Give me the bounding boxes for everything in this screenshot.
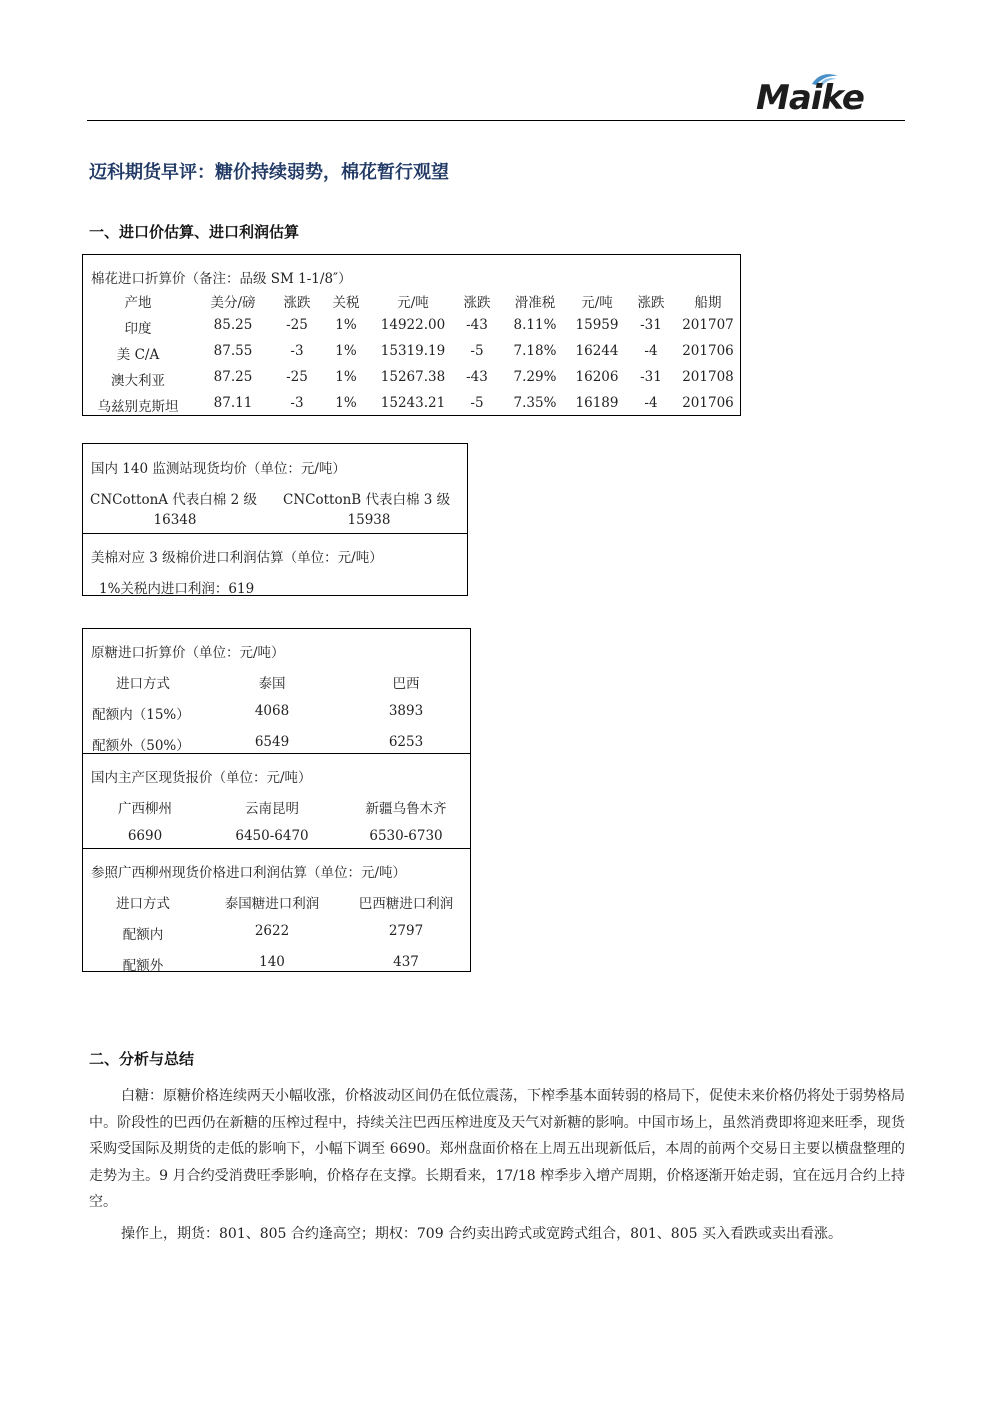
cotton-row-cell: 1%: [335, 369, 357, 385]
cotton-header-cell: 美分/磅: [210, 295, 256, 311]
cotton-row-cell: 15267.38: [380, 369, 446, 385]
sugar-spot-value-cell: 6690: [127, 828, 163, 844]
cotton-import-caption: 棉花进口折算价（备注：品级 SM 1-1/8″）: [91, 271, 352, 287]
sugar-spot-value-cell: 6530-6730: [369, 828, 443, 844]
cotton-row-cell: -4: [644, 395, 658, 411]
cotton-row-cell: 美 C/A: [116, 347, 160, 363]
cotton-domestic-box: [82, 443, 468, 596]
sugar-import-row-cell: 4068: [254, 703, 290, 719]
cotton-domestic-caption: 国内 140 监测站现货均价（单位：元/吨）: [91, 461, 346, 477]
cotton-row-cell: 8.11%: [513, 317, 557, 333]
sugar-profit-row-cell: 140: [259, 954, 285, 970]
cotton-row-cell: -4: [644, 343, 658, 359]
sugar-divider-2: [83, 848, 470, 849]
cotton-row-cell: 16244: [575, 343, 619, 359]
cotton-import-table: [82, 254, 741, 416]
cncotton-b-value: 15938: [347, 512, 391, 528]
cotton-row-cell: -5: [470, 395, 484, 411]
cotton-row-cell: 15243.21: [380, 395, 446, 411]
sugar-profit-row-cell: 2622: [254, 923, 290, 939]
cotton-row-cell: 澳大利亚: [111, 373, 165, 389]
sugar-profit-row-cell: 437: [393, 954, 419, 970]
cotton-header-cell: 产地: [124, 295, 152, 311]
cotton-header-cell: 涨跌: [463, 295, 491, 311]
sugar-profit-caption: 参照广西柳州现货价格进口利润估算（单位：元/吨）: [91, 865, 407, 881]
section-1-heading: 一、进口价估算、进口利润估算: [89, 223, 300, 241]
sugar-import-header-cell: 泰国: [258, 676, 286, 692]
cotton-row-cell: 201706: [682, 343, 734, 359]
cotton-header-cell: 关税: [332, 295, 360, 311]
cotton-row-cell: -25: [286, 317, 308, 333]
sugar-profit-header-cell: 泰国糖进口利润: [224, 896, 320, 912]
sugar-spot-header-cell: 云南昆明: [245, 801, 299, 817]
cotton-row-cell: 16206: [575, 369, 619, 385]
sugar-profit-row-cell: 配额内: [122, 927, 164, 943]
cotton-row-cell: -3: [290, 395, 304, 411]
cotton-row-cell: 印度: [124, 321, 152, 337]
cotton-row-cell: -5: [470, 343, 484, 359]
logo-text: Maike: [756, 78, 864, 118]
cotton-row-cell: -25: [286, 369, 308, 385]
sugar-profit-row-cell: 2797: [388, 923, 424, 939]
sugar-import-caption: 原糖进口折算价（单位：元/吨）: [91, 645, 285, 661]
sugar-import-row-cell: 6549: [254, 734, 290, 750]
cotton-header-cell: 涨跌: [283, 295, 311, 311]
cotton-row-cell: -3: [290, 343, 304, 359]
sugar-table: [82, 628, 471, 972]
cotton-header-cell: 滑准税: [514, 295, 556, 311]
cotton-profit-caption: 美棉对应 3 级棉价进口利润估算（单位：元/吨）: [91, 550, 383, 566]
cotton-row-cell: -43: [466, 369, 488, 385]
sugar-import-row-cell: 配额外（50%）: [92, 738, 190, 754]
sugar-profit-header-cell: 进口方式: [116, 896, 170, 912]
cotton-row-cell: 7.29%: [513, 369, 557, 385]
maike-logo: [756, 72, 896, 118]
cotton-row-cell: 7.18%: [513, 343, 557, 359]
cotton-row-cell: 15319.19: [380, 343, 446, 359]
operation-paragraph: 操作上，期货：801、805 合约逢高空；期权：709 合约卖出跨式或宽跨式组合，801、805 买入看跌或卖出看涨。: [121, 1226, 842, 1242]
sugar-import-header-cell: 进口方式: [116, 676, 170, 692]
cotton-header-cell: 涨跌: [637, 295, 665, 311]
cotton-row-cell: 乌兹别克斯坦: [97, 399, 179, 415]
cotton-row-cell: 1%: [335, 395, 357, 411]
sugar-import-row-cell: 6253: [388, 734, 424, 750]
document-title: 迈科期货早评：糖价持续弱势，棉花暂行观望: [89, 162, 449, 183]
sugar-profit-header-cell: 巴西糖进口利润: [358, 896, 454, 912]
cotton-row-cell: 87.25: [213, 369, 253, 385]
cncotton-a-label: CNCottonA 代表白棉 2 级: [90, 492, 257, 508]
cotton-row-cell: 85.25: [213, 317, 253, 333]
cotton-row-cell: 201707: [682, 317, 734, 333]
cotton-row-cell: 7.35%: [513, 395, 557, 411]
cotton-row-cell: 15959: [575, 317, 619, 333]
cotton-header-cell: 元/吨: [581, 295, 613, 311]
sugar-spot-caption: 国内主产区现货报价（单位：元/吨）: [91, 770, 312, 786]
cncotton-a-value: 16348: [153, 512, 197, 528]
cotton-row-cell: 16189: [575, 395, 619, 411]
cotton-row-cell: -31: [640, 369, 662, 385]
sugar-import-row-cell: 配额内（15%）: [92, 707, 190, 723]
cotton-row-cell: 201706: [682, 395, 734, 411]
cotton-row-cell: -43: [466, 317, 488, 333]
cncotton-b-label: CNCottonB 代表白棉 3 级: [283, 492, 451, 508]
sugar-spot-value-cell: 6450-6470: [235, 828, 309, 844]
cotton-row-cell: 1%: [335, 343, 357, 359]
cotton-row-cell: 14922.00: [380, 317, 446, 333]
cotton-row-cell: 201708: [682, 369, 734, 385]
sugar-spot-header-cell: 广西柳州: [118, 801, 172, 817]
cotton-row-cell: -31: [640, 317, 662, 333]
section-2-heading: 二、分析与总结: [89, 1050, 195, 1068]
analysis-paragraph: 白糖：原糖价格连续两天小幅收涨，价格波动区间仍在低位震荡，下榨季基本面转弱的格局下，促使未来价格仍将处于弱势格局中。阶段性的巴西仍在新糖的压榨过程中，持续关注巴西压榨进度及天气对新糖的影响。中国市场上，虽然消费即将迎来旺季，现货采购受国际及期货的走低的影响下，小幅下调至 6690。郑州盘面价格在上周五出现新低后，本周的前两个交易日主要以横盘整理的走势为主。9 月合约受消费旺季影响，价格存在支撑。长期看来，17/18 榨季步入增产周期，价格逐渐开始走弱，宜在远月合约上持空。: [89, 1088, 905, 1210]
cotton-header-cell: 元/吨: [397, 295, 429, 311]
sugar-import-header-cell: 巴西: [392, 676, 420, 692]
header-divider: [87, 120, 905, 121]
sugar-profit-row-cell: 配额外: [122, 958, 164, 974]
sugar-import-row-cell: 3893: [388, 703, 424, 719]
cotton-row-cell: 87.11: [213, 395, 253, 411]
cotton-row-cell: 87.55: [213, 343, 253, 359]
cotton-box-divider: [83, 533, 467, 534]
sugar-spot-header-cell: 新疆乌鲁木齐: [365, 801, 447, 817]
cotton-profit-text: 1%关税内进口利润：619: [99, 581, 255, 597]
cotton-header-cell: 船期: [694, 295, 722, 311]
cotton-row-cell: 1%: [335, 317, 357, 333]
